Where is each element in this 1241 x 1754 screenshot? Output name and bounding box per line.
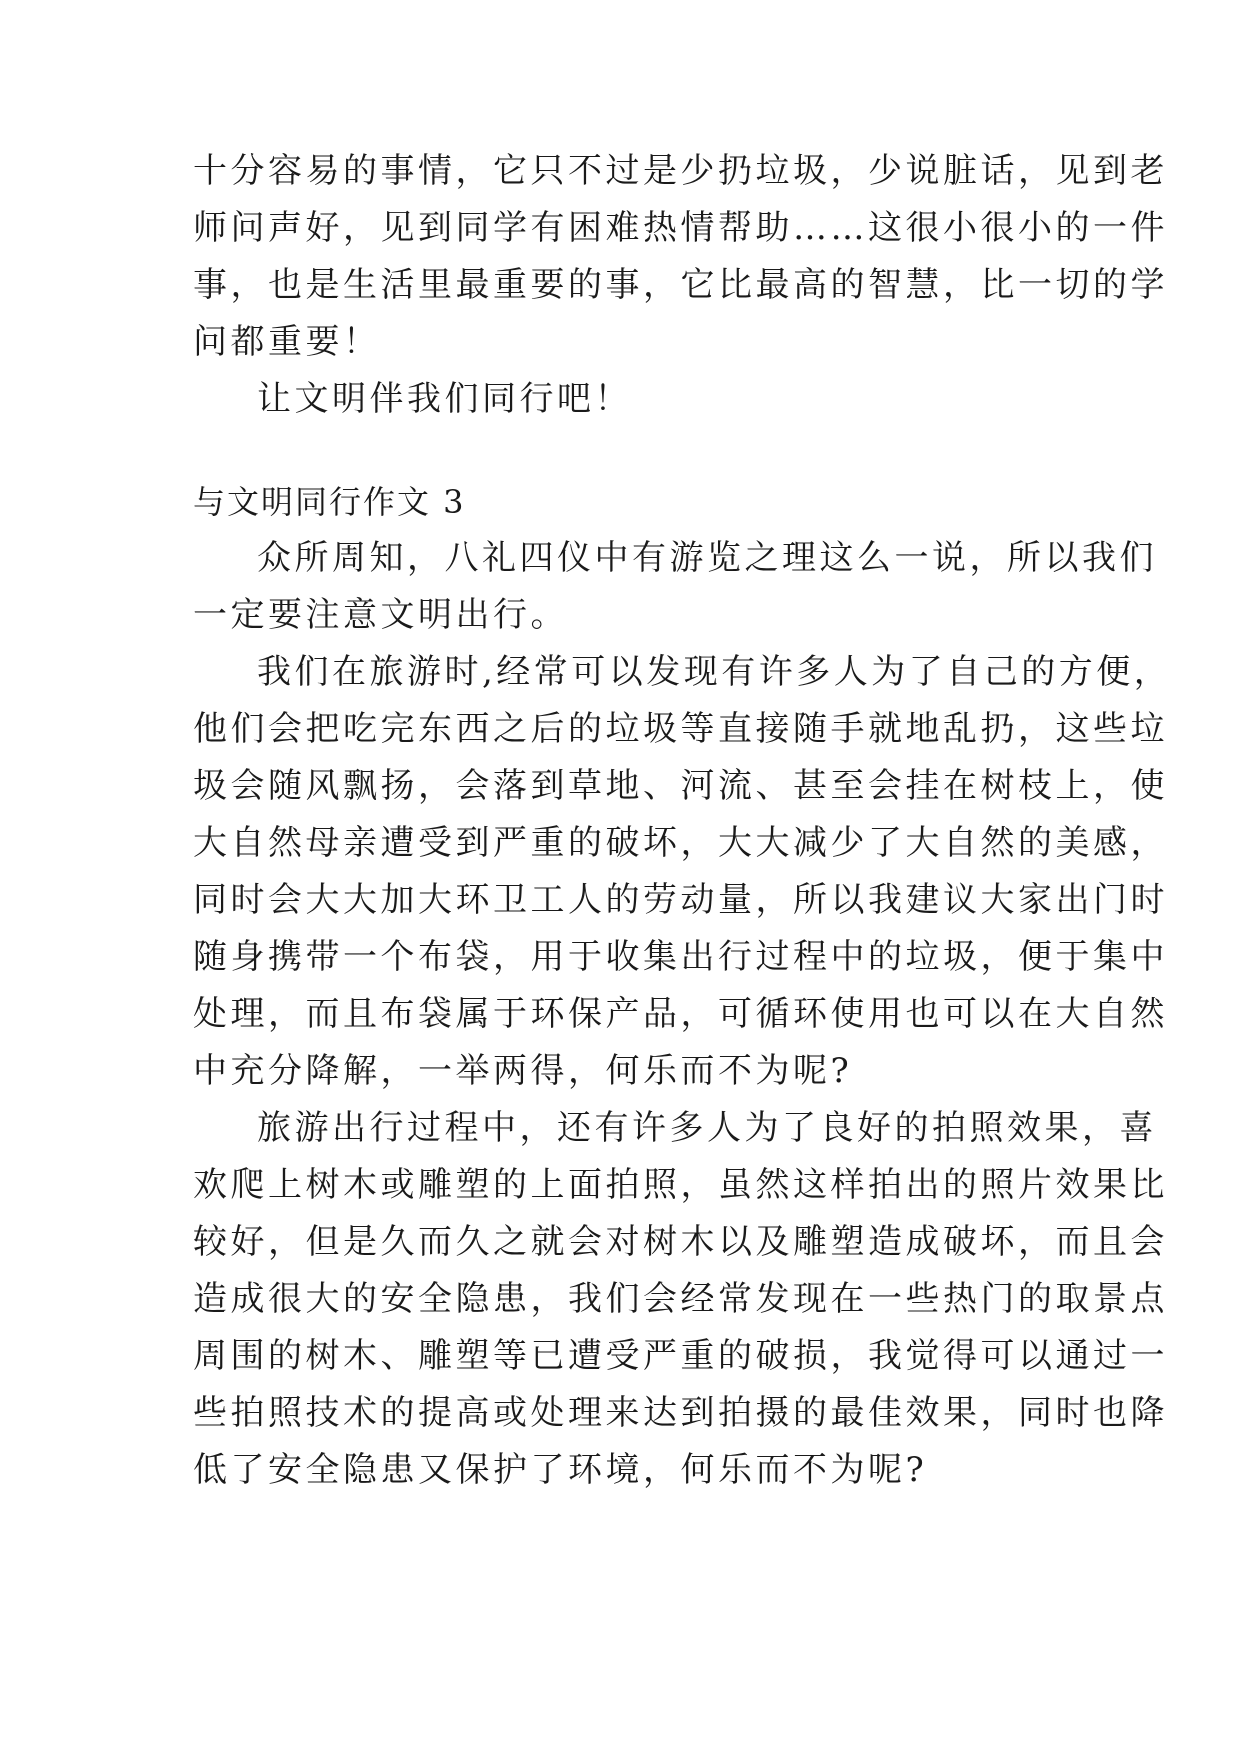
text-line: 一定要注意文明出行。 — [193, 595, 568, 635]
text-line: 中充分降解，一举两得，何乐而不为呢? — [193, 1051, 853, 1091]
text-line: 较好，但是久而久之就会对树木以及雕塑造成破坏，而且会 — [193, 1222, 1168, 1262]
section-title: 与文明同行作文 3 — [193, 483, 466, 521]
text-line: 大自然母亲遭受到严重的破坏，大大减少了大自然的美感， — [193, 823, 1168, 863]
text-line: 周围的树木、雕塑等已遭受严重的破损，我觉得可以通过一 — [193, 1336, 1168, 1376]
text-line: 众所周知，八礼四仪中有游览之理这么一说，所以我们 — [257, 538, 1157, 578]
document-page — [193, 0, 1172, 1754]
text-line: 圾会随风飘扬，会落到草地、河流、甚至会挂在树枝上，使 — [193, 766, 1168, 806]
text-line: 些拍照技术的提高或处理来达到拍摄的最佳效果，同时也降 — [193, 1393, 1168, 1433]
text-line: 随身携带一个布袋，用于收集出行过程中的垃圾，便于集中 — [193, 937, 1168, 977]
text-line: 事，也是生活里最重要的事，它比最高的智慧，比一切的学 — [193, 265, 1168, 305]
text-line: 同时会大大加大环卫工人的劳动量，所以我建议大家出门时 — [193, 880, 1168, 920]
text-line: 他们会把吃完东西之后的垃圾等直接随手就地乱扔，这些垃 — [193, 709, 1168, 749]
closing-line: 让文明伴我们同行吧！ — [257, 379, 632, 419]
text-line: 旅游出行过程中，还有许多人为了良好的拍照效果，喜 — [257, 1108, 1157, 1148]
text-line: 问都重要！ — [193, 322, 381, 362]
text-line: 欢爬上树木或雕塑的上面拍照，虽然这样拍出的照片效果比 — [193, 1165, 1168, 1205]
text-line: 十分容易的事情，它只不过是少扔垃圾，少说脏话，见到老 — [193, 151, 1168, 191]
text-line: 我们在旅游时,经常可以发现有许多人为了自己的方便， — [257, 652, 1172, 692]
text-line: 处理，而且布袋属于环保产品，可循环使用也可以在大自然 — [193, 994, 1168, 1034]
text-line: 师问声好，见到同学有困难热情帮助……这很小很小的一件 — [193, 208, 1168, 248]
text-line: 造成很大的安全隐患，我们会经常发现在一些热门的取景点 — [193, 1279, 1168, 1319]
text-line: 低了安全隐患又保护了环境，何乐而不为呢? — [193, 1450, 928, 1490]
